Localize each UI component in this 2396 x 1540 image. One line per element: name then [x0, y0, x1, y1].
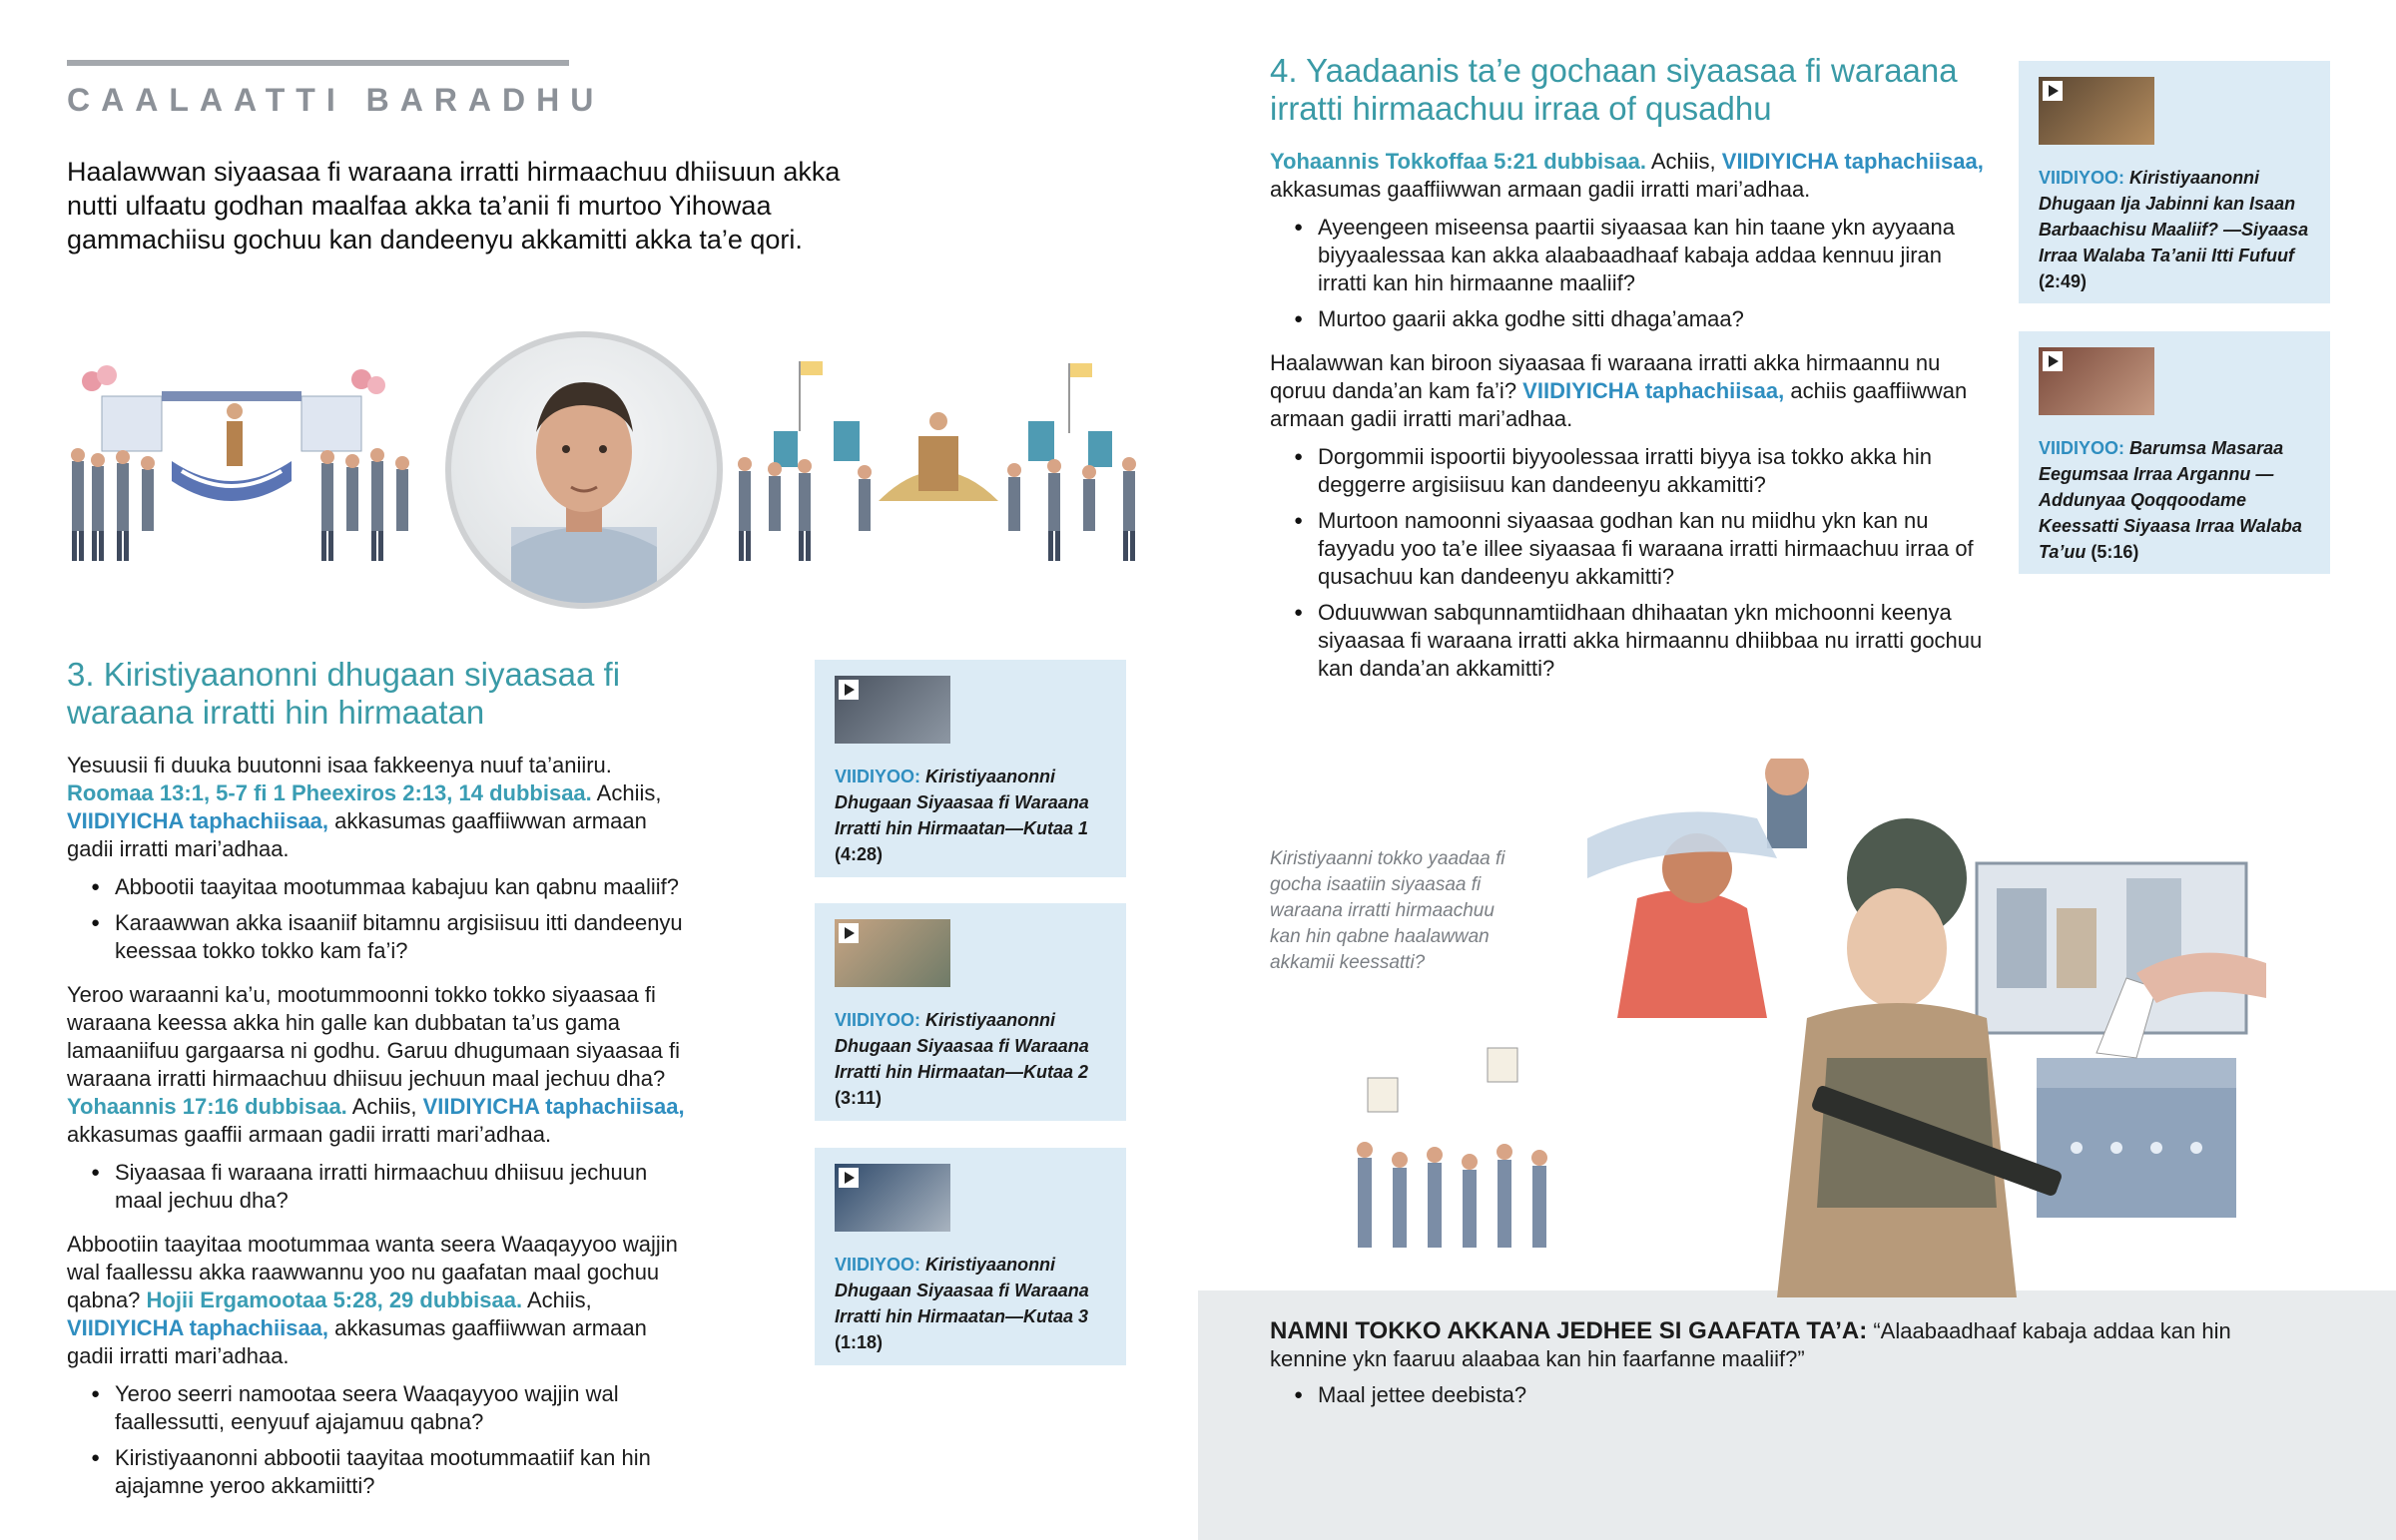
scripture-link[interactable]: Yohaannis Tokkoffaa 5:21 dubbisaa.	[1270, 149, 1646, 174]
section-3-paragraph-2: Yeroo waraanni ka’u, mootummoonni tokko tokko siyaasaa fi waraana keessa akka hin galle kan dubbatan ta’us gama lamaaniifuu gargaarsa ni godhu. Garuu dhugumaan siyaasaa fi waraana irratti hirmaachuu dhiisuu jechuun maal jechuu dha? Yohaannis 17:16 dubbisaa. Achiis, VIIDIYICHA taphachiisaa, akkasumas gaaffii armaan gadii irratti mari’adhaa.	[67, 982, 685, 1147]
page-kicker: CAALAATTI BARADHU	[67, 82, 605, 118]
scripture-link[interactable]: Roomaa 13:1, 5-7 fi 1 Pheexiros 2:13, 14 dubbisaa.	[67, 780, 592, 805]
video-title: Barumsa Masaraa Eegumsaa Irraa Argannu —Addunyaa Qoqqoodame Keessatti Siyaasa Irraa Walaba Ta’uu	[2039, 438, 2302, 562]
discussion-quote: “Alaabaadhaaf kabaja addaa kan hin kennine ykn faaruu alaabaa kan hin faarfanne maaliif?”	[1270, 1318, 2231, 1371]
question-item: ● Maal jettee deebista?	[1270, 1381, 2248, 1409]
video-duration: (1:18)	[835, 1332, 884, 1352]
video-duration: (4:28)	[835, 844, 884, 864]
section-3-questions-3	[67, 1380, 686, 1500]
video-thumbnail[interactable]	[2039, 77, 2154, 145]
section-3-title: 3. Kiristiyaanonni dhugaan siyaasaa fi waraana irratti hin hirmaatan	[67, 656, 621, 731]
top-rule	[67, 60, 569, 66]
play-video-link[interactable]: VIIDIYICHA taphachiisaa,	[1522, 378, 1785, 403]
play-video-link[interactable]: VIIDIYICHA taphachiisaa,	[1721, 149, 1984, 174]
video-thumbnail[interactable]	[835, 676, 950, 744]
question-item: ● Yeroo seerri namootaa seera Waaqayyoo wajjin wal faallessutti, eenyuuf ajajamuu qabna?	[67, 1380, 686, 1436]
question-item: ● Murtoo gaarii akka godhe sitti dhaga’amaa?	[1270, 305, 1989, 333]
question-item: ● Abbootii taayitaa mootummaa kabajuu kan qabnu maaliif?	[67, 873, 686, 901]
video-duration: (3:11)	[835, 1088, 883, 1108]
section-3-paragraph-1: Yesuusii fi duuka buutonni isaa fakkeenya nuuf ta’aniiru. Roomaa 13:1, 5-7 fi 1 Pheexiros 2:13, 14 dubbisaa. Achiis, VIIDIYICHA taphachiisaa, akkasumas gaaffiiwwan armaan gadii irratti mari’adhaa.	[67, 753, 662, 861]
play-icon	[2043, 351, 2063, 371]
section-3-questions-2	[67, 1159, 686, 1215]
video-label: VIIDIYOO:	[2039, 168, 2125, 188]
section-3-paragraph-3: Abbootiin taayitaa mootummaa wanta seera Waaqayyoo wajjin wal faallessu akka raawwannu yoo nu gaafatan maal gochuu qabna? Hojii Ergamootaa 5:28, 29 dubbisaa. Achiis, VIIDIYICHA taphachiisaa, akkasumas gaaffiiwwan armaan gadii irratti mari’adhaa.	[67, 1232, 678, 1368]
video-title: Kiristiyaanonni Dhugaan Siyaasaa fi Waraana Irratti hin Hirmaatan—Kutaa 1	[835, 767, 1089, 838]
section-4-paragraph-2: Haalawwan kan biroon siyaasaa fi waraana irratti akka hirmaannu nu qoruu danda’an kam fa’i? VIIDIYICHA taphachiisaa, achiis gaaffiiwwan armaan gadii irratti mari’adhaa.	[1270, 350, 1968, 431]
question-item: ● Kiristiyaanonni abbootii taayitaa mootummaatiif kan hin ajajamne yeroo akkamiitti?	[67, 1444, 686, 1500]
section-3-questions-1	[67, 873, 686, 965]
play-icon	[839, 923, 859, 943]
video-duration: (2:49)	[2039, 271, 2088, 291]
video-label: VIIDIYOO:	[2039, 438, 2125, 458]
video-title: Kiristiyaanonni Dhugaan Ija Jabinni kan Isaan Barbaachisu Maaliif? —Siyaasa Irraa Walaba Ta’anii Itti Fufuuf	[2039, 168, 2309, 265]
video-title: Kiristiyaanonni Dhugaan Siyaasaa fi Waraana Irratti hin Hirmaatan—Kutaa 3	[835, 1255, 1089, 1326]
section-4-title: 4. Yaadaanis ta’e gochaan siyaasaa fi waraana irratti hirmaachuu irraa of qusadhu	[1270, 52, 1958, 127]
video-card-2[interactable]	[815, 903, 1126, 1121]
discussion-content	[1270, 1317, 2248, 1417]
video-card-5[interactable]	[2019, 331, 2330, 574]
scripture-link[interactable]: Hojii Ergamootaa 5:28, 29 dubbisaa.	[146, 1287, 523, 1312]
section-4-questions-2	[1270, 443, 1989, 683]
play-icon	[839, 680, 859, 700]
political-rally-illustration	[62, 351, 441, 583]
play-icon	[2043, 81, 2063, 101]
scripture-link[interactable]: Yohaannis 17:16 dubbisaa.	[67, 1094, 347, 1119]
video-title: Kiristiyaanonni Dhugaan Siyaasaa fi Waraana Irratti hin Hirmaatan—Kutaa 2	[835, 1010, 1089, 1082]
campaign-crowd-illustration	[729, 351, 1158, 583]
play-video-link[interactable]: VIIDIYICHA taphachiisaa,	[422, 1094, 685, 1119]
illustration-caption: Kiristiyaanni tokko yaadaa fi gocha isaatiin siyaasaa fi waraana irratti hirmaachuu kan hin qabne haalawwan akkamii keessatti?	[1270, 848, 1505, 973]
section-4	[1270, 52, 1989, 691]
play-icon	[839, 1168, 859, 1188]
discussion-questions	[1270, 1381, 2248, 1409]
section-4-paragraph-1: Yohaannis Tokkoffaa 5:21 dubbisaa. Achiis, VIIDIYICHA taphachiisaa, akkasumas gaaffiiwwan armaan gadii irratti mari’adhaa.	[1270, 149, 1984, 202]
question-item: ● Ayeengeen miseensa paartii siyaasaa kan hin taane ykn ayyaana biyyaalessaa kan akka alaabaadhaaf kabaja addaa kennuu jiran irratti kan hin hirmaanne maaliif?	[1270, 214, 1989, 297]
section-4-questions-1	[1270, 214, 1989, 333]
video-card-3[interactable]	[815, 1148, 1126, 1365]
question-item: ● Dorgommii ispoortii biyyoolessaa irratti biyya isa tokko akka hin deggerre argisiisuu kan dandeenyu akkamitti?	[1270, 443, 1989, 499]
question-item: ● Murtoon namoonni siyaasaa godhan kan nu miidhu ykn kan nu fayyadu yoo ta’e illee siyaasaa fi waraana irratti hirmaachuu irraa of qusachuu kan dandeenyu akkamitti?	[1270, 507, 1989, 591]
video-thumbnail[interactable]	[835, 919, 950, 987]
video-thumbnail[interactable]	[835, 1164, 950, 1232]
politics-war-illustration	[1338, 759, 2316, 1297]
question-item: ● Karaawwan akka isaaniif bitamnu argisiisuu itti dandeenyu keessaa tokko tokko kam fa’i?	[67, 909, 686, 965]
intro-paragraph: Haalawwan siyaasaa fi waraana irratti hirmaachuu dhiisuun akka nutti ulfaatu godhan maalfaa akka ta’anii fi murtoo Yihowaa gammachiisu gochuu kan dandeenyu akkamitti akka ta’e qori.	[67, 157, 841, 255]
video-label: VIIDIYOO:	[835, 1255, 921, 1275]
question-item: ● Siyaasaa fi waraana irratti hirmaachuu dhiisuu jechuun maal jechuu dha?	[67, 1159, 686, 1215]
video-duration: (5:16)	[2091, 542, 2139, 562]
section-3	[67, 656, 686, 1508]
question-item: ● Oduuwwan sabqunnamtiidhaan dhihaatan ykn michoonni keenya siyaasaa fi waraana irratti akka hirmaannu dhiibbaa nu irratti gochuu kan danda’an akkamitti?	[1270, 599, 1989, 683]
play-video-link[interactable]: VIIDIYICHA taphachiisaa,	[67, 808, 329, 833]
play-video-link[interactable]: VIIDIYICHA taphachiisaa,	[67, 1315, 329, 1340]
video-card-4[interactable]	[2019, 61, 2330, 303]
video-thumbnail[interactable]	[2039, 347, 2154, 415]
video-label: VIIDIYOO:	[835, 767, 921, 786]
video-card-1[interactable]	[815, 660, 1126, 877]
video-label: VIIDIYOO:	[835, 1010, 921, 1030]
discussion-lead: NAMNI TOKKO AKKANA JEDHEE SI GAAFATA TA’A:	[1270, 1317, 1868, 1344]
portrait-illustration	[445, 331, 723, 609]
